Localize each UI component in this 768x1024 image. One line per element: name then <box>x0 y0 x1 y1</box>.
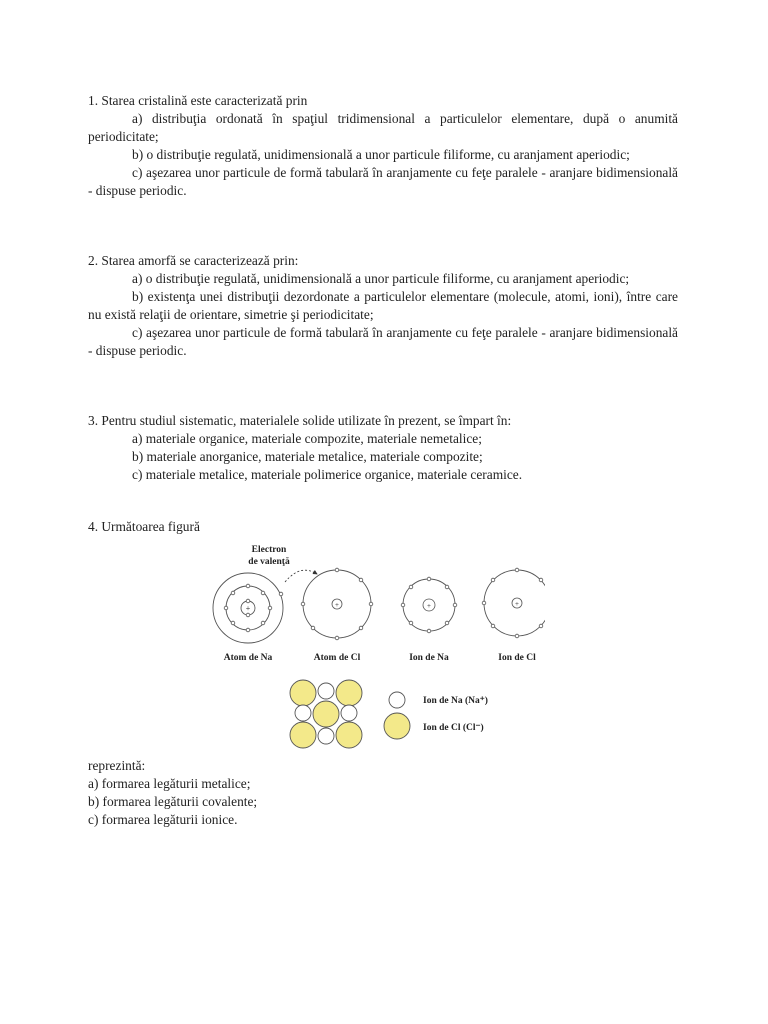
question-4-option-a: a) formarea legăturii metalice; <box>88 776 251 791</box>
question-2-option-a: a) o distribuţie regulată, unidimensională a unor particule filiforme, cu aranjament aperiodic; <box>132 271 630 286</box>
question-4 <box>88 518 678 536</box>
lattice-chloride-ion <box>336 722 362 748</box>
question-1-stem: 1. Starea cristalină este caracterizată prin <box>88 93 308 108</box>
sodium-ion-diagram <box>401 577 457 633</box>
lattice-chloride-ion <box>290 722 316 748</box>
question-2-stem: 2. Starea amorfă se caracterizează prin: <box>88 253 299 268</box>
question-4-after-figure: reprezintă: <box>88 758 146 773</box>
electron-label-line1: Electron <box>251 545 287 555</box>
question-3-option-a: a) materiale organice, materiale compozite, materiale nemetalice; <box>132 431 482 446</box>
electron-label-line2: de valenţă <box>248 557 290 567</box>
question-4-option-c: c) formarea legăturii ionice. <box>88 812 238 827</box>
legend-sodium-label: Ion de Na (Na⁺) <box>423 696 488 706</box>
legend-chloride-swatch <box>384 713 410 739</box>
nacl-lattice <box>290 680 362 748</box>
label-sodium-atom: Atom de Na <box>223 653 273 663</box>
sodium-atom-nucleus: + <box>245 604 251 613</box>
question-2-option-b: b) existenţa unei distribuţii dezordonate a particulelor elementare (molecule, atomi, ioni), între care nu există relaţii de orientare, simetrie şi periodicitate; <box>88 289 678 322</box>
legend-sodium-swatch <box>389 692 405 708</box>
lattice-chloride-ion <box>336 680 362 706</box>
chlorine-atom-diagram <box>301 568 373 640</box>
question-3-stem: 3. Pentru studiul sistematic, materialele solide utilizate în prezent, se împart în: <box>88 413 512 428</box>
lattice-sodium-ion <box>295 705 311 721</box>
label-sodium-ion: Ion de Na <box>409 653 449 663</box>
question-4-continuation <box>88 757 678 829</box>
question-1-option-a: a) distribuţia ordonată în spaţiul tridimensional a particulelor elementare, după o anumită periodicitate; <box>88 111 678 144</box>
question-4-option-b: b) formarea legăturii covalente; <box>88 794 258 809</box>
question-3-option-b: b) materiale anorganice, materiale metalice, materiale compozite; <box>132 449 483 464</box>
sodium-ion-nucleus: + <box>427 602 431 610</box>
sodium-atom-diagram <box>213 573 283 643</box>
lattice-sodium-ion <box>341 705 357 721</box>
question-2 <box>88 252 678 360</box>
question-1 <box>88 92 678 200</box>
label-chlorine-atom: Atom de Cl <box>313 653 361 663</box>
lattice-chloride-ion <box>313 701 339 727</box>
label-chloride-ion: Ion de Cl <box>498 653 536 663</box>
question-3 <box>88 412 678 484</box>
question-3-option-c: c) materiale metalice, materiale polimerice organice, materiale ceramice. <box>132 467 523 482</box>
chloride-ion-nucleus: + <box>515 600 519 608</box>
question-2-option-c: c) aşezarea unor particule de formă tabulară în aranjamente cu feţe paralele - aranjare bidimensională - dispuse periodic. <box>88 325 678 358</box>
lattice-sodium-ion <box>318 728 334 744</box>
chlorine-atom-nucleus: + <box>335 601 339 609</box>
question-1-option-c: c) aşezarea unor particule de formă tabulară în aranjamente cu feţe paralele - aranjare bidimensională - dispuse periodic. <box>88 165 678 198</box>
question-1-option-b: b) o distribuţie regulată, unidimensională a unor particule filiforme, cu aranjament aperiodic; <box>132 147 630 162</box>
lattice-sodium-ion <box>318 683 334 699</box>
lattice-chloride-ion <box>290 680 316 706</box>
ionic-bond-figure <box>205 542 545 752</box>
legend-chloride-label: Ion de Cl (Cl⁻) <box>423 723 484 733</box>
question-4-stem: 4. Următoarea figură <box>88 519 200 534</box>
chloride-ion-diagram <box>482 568 545 638</box>
